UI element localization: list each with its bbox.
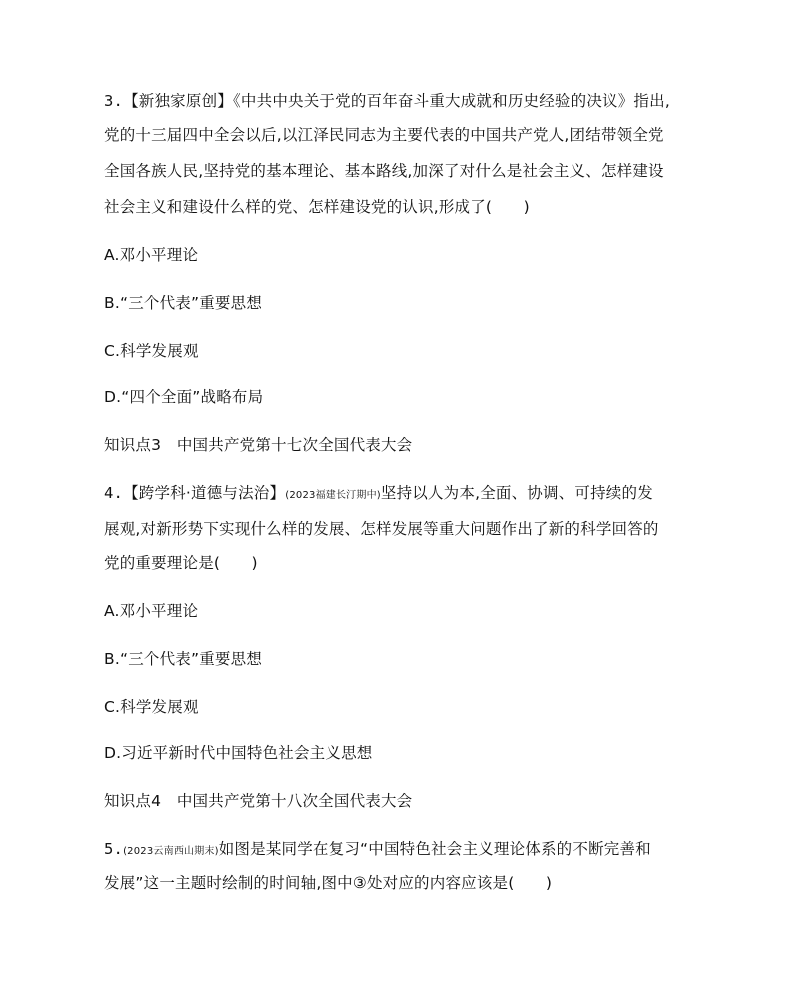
q5-text-1: 如图是某同学在复习“中国特色社会主义理论体系的不断完善和 xyxy=(218,840,651,858)
q3-line-2: 党的十三届四中全会以后,以江泽民同志为主要代表的中国共产党人,团结带领全党 xyxy=(104,126,664,144)
q3-line-3: 全国各族人民,坚持党的基本理论、基本路线,加深了对什么是社会主义、怎样建设 xyxy=(104,162,664,180)
q4-source: (2023福建长汀期中) xyxy=(285,490,381,501)
q5-line-2: 发展”这一主题时绘制的时间轴,图中③处对应的内容应该是( ) xyxy=(104,874,553,892)
q3-text-1: 《中共中央关于党的百年奋斗重大成就和历史经验的决议》指出, xyxy=(232,92,670,110)
knowledge-point-3: 知识点3 中国共产党第十七次全国代表大会 xyxy=(104,436,413,454)
q4-line-3: 党的重要理论是( ) xyxy=(104,554,258,572)
q3-option-a: A.邓小平理论 xyxy=(104,246,199,264)
q3-tag: 【新独家原创】 xyxy=(123,92,233,110)
q4-text-1: 坚持以人为本,全面、协调、可持续的发 xyxy=(380,484,653,502)
q3-option-d: D.“四个全面”战略布局 xyxy=(104,388,264,406)
q4-option-c: C.科学发展观 xyxy=(104,698,199,716)
q3-line-1 xyxy=(104,90,670,112)
q3-line-4: 社会主义和建设什么样的党、怎样建设党的认识,形成了( ) xyxy=(104,198,530,216)
q4-option-b: B.“三个代表”重要思想 xyxy=(104,650,263,668)
q5-line-1 xyxy=(104,838,651,863)
q4-line-2: 展观,对新形势下实现什么样的发展、怎样发展等重大问题作出了新的科学回答的 xyxy=(104,520,659,538)
knowledge-point-4: 知识点4 中国共产党第十八次全国代表大会 xyxy=(104,792,413,810)
q3-number: 3. xyxy=(104,92,124,110)
q4-line-1 xyxy=(104,482,653,507)
q5-number: 5. xyxy=(104,840,124,858)
q3-option-b: B.“三个代表”重要思想 xyxy=(104,294,263,312)
q4-number: 4. xyxy=(104,484,124,502)
q4-option-d: D.习近平新时代中国特色社会主义思想 xyxy=(104,744,373,762)
q4-tag: 【跨学科·道德与法治】 xyxy=(123,484,286,502)
q3-option-c: C.科学发展观 xyxy=(104,342,199,360)
q4-option-a: A.邓小平理论 xyxy=(104,602,199,620)
q5-source: (2023云南西山期末) xyxy=(123,846,219,857)
